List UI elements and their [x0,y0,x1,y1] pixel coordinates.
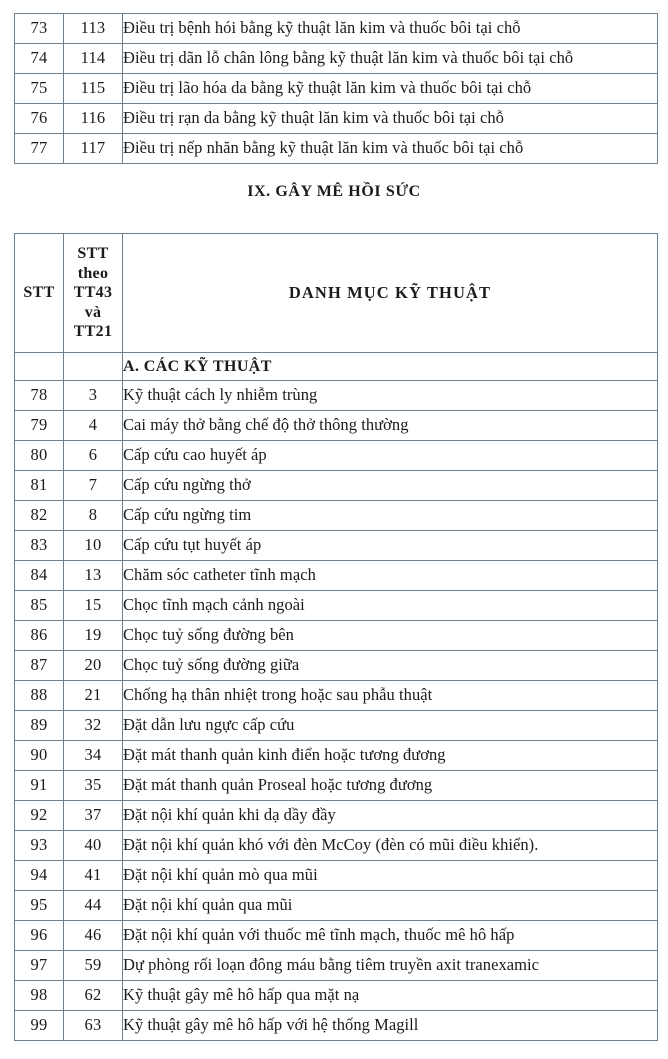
cell-stt: 75 [15,74,64,104]
cell-procedure-name: Đặt mát thanh quản kinh điển hoặc tương đương [123,741,658,771]
cell-stt: 95 [15,891,64,921]
column-header-stt: STT [15,234,64,353]
cell-procedure-name: Đặt nội khí quản khi dạ dầy đầy [123,801,658,831]
table-header-row [15,234,658,353]
cell-procedure-name: Cấp cứu tụt huyết áp [123,531,658,561]
table-row [15,921,658,951]
cell-stt: 82 [15,501,64,531]
cell-stt: 99 [15,1011,64,1041]
column-header-name: DANH MỤC KỸ THUẬT [123,234,658,353]
group-label: A. CÁC KỸ THUẬT [123,353,658,381]
table-row [15,771,658,801]
table-row [15,831,658,861]
cell-stt-tt: 46 [64,921,123,951]
table-row [15,441,658,471]
table-row [15,621,658,651]
cell-procedure-name: Cấp cứu ngừng thở [123,471,658,501]
section-heading: IX. GÂY MÊ HỒI SỨC [247,183,421,200]
table-row [15,561,658,591]
cell-procedure-name: Điều trị dãn lỗ chân lông bằng kỹ thuật lăn kim và thuốc bôi tại chỗ [123,44,658,74]
cell-stt-tt: 10 [64,531,123,561]
group-stt-cell [15,353,64,381]
group-heading-row [15,353,658,381]
cell-procedure-name: Đặt nội khí quản mò qua mũi [123,861,658,891]
cell-stt: 98 [15,981,64,1011]
cell-stt: 91 [15,771,64,801]
table-row [15,801,658,831]
cell-procedure-name: Điều trị nếp nhăn bằng kỹ thuật lăn kim và thuốc bôi tại chỗ [123,134,658,164]
cell-stt: 80 [15,441,64,471]
continuation-table [14,13,658,164]
cell-stt: 76 [15,104,64,134]
cell-stt-tt: 35 [64,771,123,801]
table-row [15,981,658,1011]
cell-procedure-name: Kỹ thuật cách ly nhiễm trùng [123,381,658,411]
cell-procedure-name: Đặt mát thanh quản Proseal hoặc tương đương [123,771,658,801]
table-row [15,711,658,741]
cell-stt-tt: 117 [64,134,123,164]
cell-stt-tt: 115 [64,74,123,104]
table-row [15,891,658,921]
cell-stt-tt: 59 [64,951,123,981]
cell-stt: 77 [15,134,64,164]
group-stt-tt-cell [64,353,123,381]
cell-stt: 81 [15,471,64,501]
cell-stt: 84 [15,561,64,591]
table-row [15,591,658,621]
table-row [15,44,658,74]
cell-procedure-name: Điều trị rạn da bằng kỹ thuật lăn kim và thuốc bôi tại chỗ [123,104,658,134]
cell-stt: 97 [15,951,64,981]
cell-procedure-name: Kỹ thuật gây mê hô hấp với hệ thống Magill [123,1011,658,1041]
table-row [15,381,658,411]
table-row [15,471,658,501]
cell-stt: 74 [15,44,64,74]
procedure-table [14,233,658,1041]
table-row [15,104,658,134]
table-row [15,134,658,164]
cell-procedure-name: Chọc tĩnh mạch cảnh ngoài [123,591,658,621]
cell-stt: 78 [15,381,64,411]
cell-stt-tt: 21 [64,681,123,711]
cell-stt: 89 [15,711,64,741]
cell-stt: 73 [15,14,64,44]
cell-stt: 86 [15,621,64,651]
cell-stt-tt: 113 [64,14,123,44]
table-row [15,651,658,681]
cell-procedure-name: Đặt nội khí quản qua mũi [123,891,658,921]
cell-stt: 92 [15,801,64,831]
cell-stt: 87 [15,651,64,681]
table-row [15,951,658,981]
cell-procedure-name: Cai máy thở bằng chế độ thở thông thường [123,411,658,441]
cell-stt-tt: 4 [64,411,123,441]
column-header-stt-tt: STT theo TT43 và TT21 [64,234,123,353]
table-row [15,411,658,441]
cell-stt-tt: 8 [64,501,123,531]
cell-stt-tt: 63 [64,1011,123,1041]
table-row [15,531,658,561]
cell-stt-tt: 13 [64,561,123,591]
cell-stt-tt: 44 [64,891,123,921]
cell-stt-tt: 32 [64,711,123,741]
cell-stt: 83 [15,531,64,561]
cell-stt-tt: 19 [64,621,123,651]
cell-procedure-name: Cấp cứu cao huyết áp [123,441,658,471]
cell-procedure-name: Chọc tuỷ sống đường giữa [123,651,658,681]
cell-procedure-name: Chọc tuỷ sống đường bên [123,621,658,651]
cell-procedure-name: Đặt dẫn lưu ngực cấp cứu [123,711,658,741]
table-row [15,741,658,771]
cell-procedure-name: Cấp cứu ngừng tim [123,501,658,531]
cell-procedure-name: Đặt nội khí quản khó với đèn McCoy (đèn có mũi điều khiển). [123,831,658,861]
cell-stt-tt: 3 [64,381,123,411]
cell-stt-tt: 116 [64,104,123,134]
cell-stt-tt: 6 [64,441,123,471]
cell-stt-tt: 114 [64,44,123,74]
cell-stt-tt: 62 [64,981,123,1011]
table-row [15,1011,658,1041]
table-row [15,501,658,531]
procedure-table-body [15,381,658,1041]
cell-procedure-name: Điều trị lão hóa da bằng kỹ thuật lăn kim và thuốc bôi tại chỗ [123,74,658,104]
continuation-table-body [15,14,658,164]
cell-procedure-name: Dự phòng rối loạn đông máu bằng tiêm truyền axit tranexamic [123,951,658,981]
cell-stt-tt: 34 [64,741,123,771]
cell-procedure-name: Đặt nội khí quản với thuốc mê tĩnh mạch, thuốc mê hô hấp [123,921,658,951]
cell-procedure-name: Kỹ thuật gây mê hô hấp qua mặt nạ [123,981,658,1011]
cell-stt: 85 [15,591,64,621]
table-row [15,861,658,891]
table-row [15,681,658,711]
table-row [15,74,658,104]
cell-procedure-name: Điều trị bệnh hói bằng kỹ thuật lăn kim và thuốc bôi tại chỗ [123,14,658,44]
cell-stt: 94 [15,861,64,891]
cell-stt-tt: 15 [64,591,123,621]
cell-stt: 90 [15,741,64,771]
cell-stt-tt: 41 [64,861,123,891]
cell-stt-tt: 20 [64,651,123,681]
cell-stt: 79 [15,411,64,441]
cell-stt: 93 [15,831,64,861]
cell-procedure-name: Chống hạ thân nhiệt trong hoặc sau phẫu thuật [123,681,658,711]
cell-stt-tt: 7 [64,471,123,501]
cell-stt-tt: 37 [64,801,123,831]
cell-stt: 96 [15,921,64,951]
cell-procedure-name: Chăm sóc catheter tĩnh mạch [123,561,658,591]
table-row [15,14,658,44]
cell-stt-tt: 40 [64,831,123,861]
cell-stt: 88 [15,681,64,711]
